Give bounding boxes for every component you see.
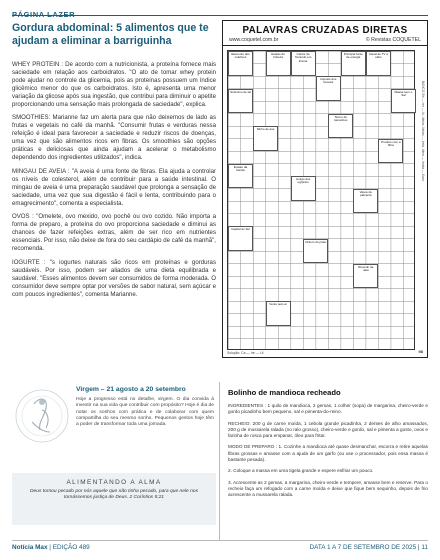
footer-edition: | EDIÇÃO 489 [49,544,90,551]
crossword-footer-note: Solução: Ca — Ire — Lil [227,351,264,355]
article-body [12,61,216,298]
crossword-clue: Elemento dos coletivos [228,51,253,76]
crossword-clue: Cantor de Tocando em Frente [291,51,316,76]
crossword-subheader [223,36,427,43]
crossword-clue: Ninho de ave [253,126,278,151]
crossword-clue: Amigo dos egípcios [291,176,316,201]
recipe-filling: RECHEIO: 200 g de carne moída, 1 cebola grande picadinha, 2 dentes de alho amassados, 200 g de mussarela ralada (no ralo grosso), cheiro-verde e gordo, sal e pimenta a gosto, ovos e farinha de rosca para empanar, óleo para fritar. [228,420,428,439]
crossword-page-number: 98 [418,349,423,354]
crossword-clue: Produto com a fibra [378,139,403,164]
horoscope-text: Hoje a progresso está no detalhe, virgem. O dia convida à investir na sua vida que contribuir com propósito? Hoje é dia de notar os sonhos com prática e de colaborar com quem compartilha do seu mesmo sonho. Pequenos gestos hoje têm a poder de transformar toda uma jornada. [76,397,214,428]
recipe-step-1: MODO DE PREPARO : 1. Cozinhe a mandioca até quase desmanchar, escorra e retire aquelas fibras grossas e amasse com a ajuda de um garfo (ou use o processador, pois essa massa é bastante pesada). [228,444,428,463]
recipe-step-3: 3. Acrescente as 2 gemas, a margarina, cheiro-verde e tempere, amasse bem e reserve. Para o recheio faça um refogado com a carne moída e deixe que fique bem sequinho, depois de frio acrescente a mussarela ralada. [228,479,428,498]
footer-date: DATA 1 A 7 DE SETEMBRO DE 2025 [309,544,417,551]
alimento-title: ALIMENTANDO A ALMA [66,479,162,486]
recipe-step-2: 2. Coloque a massa em uma tigela grande e espere esfriar um pouco. [228,468,374,474]
crossword-clue: Principal fonte de energia [341,51,366,76]
alimentando-a-alma-box [12,473,216,525]
column-divider [219,382,220,540]
virgo-zodiac-icon [12,382,72,450]
section-header [12,4,428,19]
footer-page: | 11 [417,544,428,551]
alimento-verse: Deus tornou pecado por nós aquele que não tinha pecado, para que nele nos tornássemos justiça de Deus. 2 Coríntios 5:21 [29,489,199,501]
crossword-clue: Estado de tristeza [266,51,291,76]
crossword-clue: Canal de TV a cabo [366,51,391,76]
recipe [228,388,428,538]
recipe-ingredients: INGREDIENTES : 1 quilo de mandioca, 2 gemas, 1 colher (sopa) de margarina, cheiro-verde e gordo picadinho bem pequeno, sal e pimenta-do-reino. [228,403,428,415]
article-title: Gordura abdominal: 5 alimentos que te ajudam a eliminar a barriguinha [12,22,209,47]
article-paragraph-smoothies: SMOOTHIES: Marianne faz um alerta para que não deixemos de lado as frutas e vegetais no café da manhã. "Consumir frutas e verduras nessa refeição é ideal para favorecer a saciedade e reduzir riscos de doenças, uma vez que são alimentos ricos em fibras. Os smoothies são opções práticas e deliciosas que ainda ajudam a acelerar o metabolismo dependendo dos ingredientes utilizados", indica. [12,114,216,161]
section-title: PÁGINA LAZER [12,10,76,19]
crossword-clue: Massa sem o Sal [391,89,416,114]
crossword-side-note: BANCO 3/ir — ree — lic. Ideias. Ideias — Ireta. Idem — Ireata — Kaso [421,81,425,182]
crossword-clue: Vento pelo ar [266,301,291,326]
crossword-clue: Termo de tamanhos [328,114,353,139]
crossword-grid [227,50,415,350]
crossword-site: www.coquetel.com.br [229,37,279,43]
article-paragraph-mingau: MINGAU DE AVEIA : "A aveia é uma fonte de fibras. Ela ajuda a controlar os níveis de colesterol, além de contribuir para a saúde intestinal. O mingau de aveia é uma preparação saudável que prolonga a sensação de saciedade, uma vez que sua digestão é fácil e lenta, contribuindo para o emagrecimento", comenta a especialista. [12,167,216,207]
footer-brand: Notícia Max [12,544,48,551]
page-footer [12,540,428,554]
recipe-title: Bolinho de mandioca recheado [228,388,341,397]
article-paragraph-ovos: OVOS : "Omelete, ovo mexido, ovo pochê ou ovo cozido. Não importa a forma de preparo, a proteína do ovo proporciona saciedade e diminui as chances de fazer refeições extras, além de ser rico em nutrientes essenciais. Por isso, não deixe de fora do seu cardápio de café da manhã", recomenda. [12,213,216,253]
crossword-publisher: © Revistas COQUETEL [365,37,421,43]
crossword-header [223,21,427,46]
crossword-clue: Vasos de palmeira [353,189,378,214]
article-paragraph-iogurte: IOGURTE : "s iogurtes naturais são ricos em proteínas e gorduras saudáveis. Por isso, podem ser aliados de uma dieta equilibrada e saudável. "Esses alimentos devem ser consumidos de forma moderada. O consumidor deve sempre optar por versões de sabor natural, sem açúcar e com poucos ingredientes", comenta Marianne. [12,258,216,298]
crossword-title: PALAVRAS CRUZADAS DIRETAS [242,25,408,36]
crossword-clue: Ensaio da banda [228,164,253,189]
crossword-clue: Sinônimo de tal [228,89,253,114]
article-paragraph-whey: WHEY PROTEIN : De acordo com a nutricionista, a proteína fornece mais saciedade em relação aos carboidratos. "O ato de tomar whey protein pode ajudar no controle da glicemia, pois as proteínas possuem um índice glicêmico menor do que os carboidratos. Isto é, apresenta uma menor variação da glicose após sua ingestão, que contribui para diminuir o apetite proporcionando uma sensação mais prolongada de saciedade", explica. [12,61,216,108]
article [12,20,216,378]
crossword-clue: Imposto dos imóveis [316,76,341,101]
horoscope-title: Virgem – 21 agosto a 20 setembro [76,386,186,393]
crossword-clue: Capital do Sul [228,226,253,251]
crossword-clue: Ordem do prato [303,239,328,264]
crossword-puzzle [222,20,428,358]
horoscope [12,382,216,468]
crossword-clue: Revestir de nata [353,264,378,289]
footer-date-page [309,544,428,551]
footer-publication [12,544,90,551]
